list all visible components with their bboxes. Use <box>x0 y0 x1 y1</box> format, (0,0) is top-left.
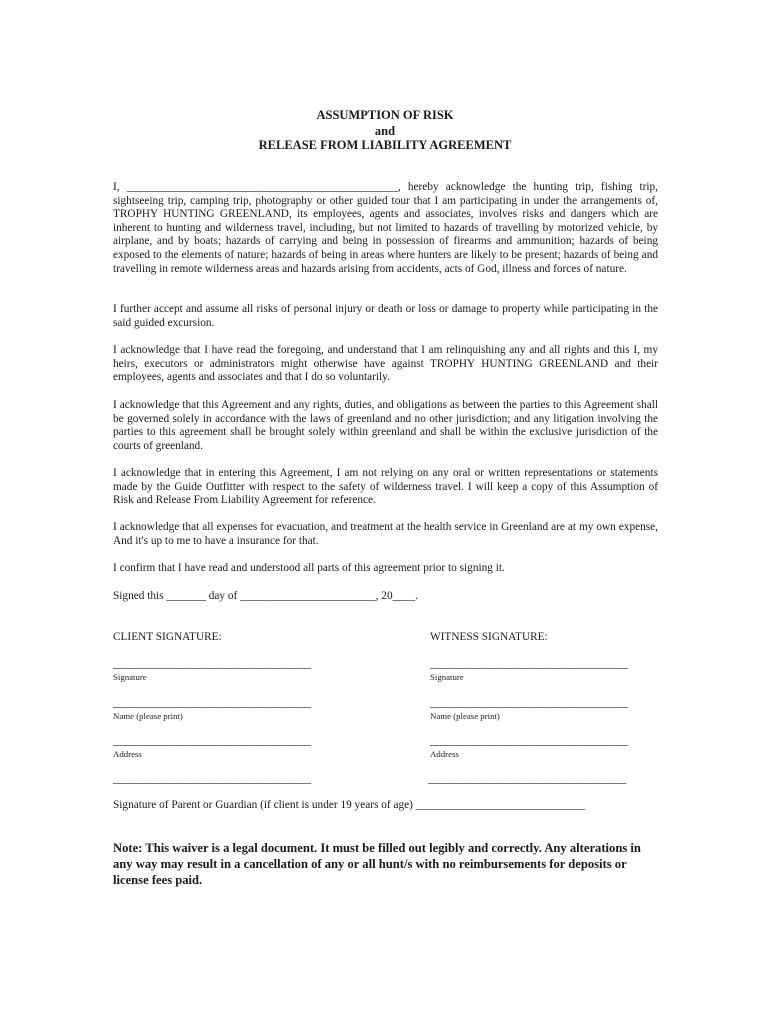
witness-signature-field[interactable]: _____________________________________ <box>430 658 628 670</box>
witness-address-label: Address <box>430 749 459 759</box>
heading-line-1: ASSUMPTION OF RISK <box>316 108 454 122</box>
client-address-field[interactable]: _____________________________________ <box>113 735 311 747</box>
legal-note: Note: This waiver is a legal document. It must be filled out legibly and correctly. Any alterations in any way may result in a cancellation of any or all hunt/s with no reimbursements for deposits or license fees paid. <box>113 841 641 887</box>
client-signature-label: Signature <box>113 672 147 682</box>
client-signature-heading: CLIENT SIGNATURE: <box>113 631 222 643</box>
guardian-signature-line[interactable]: Signature of Parent or Guardian (if client is under 19 years of age) ______________________________ <box>113 799 586 811</box>
paragraph-accept-risks: I further accept and assume all risks of personal injury or death or loss or damage to property while participating in the said guided excursion. <box>113 303 658 329</box>
witness-address-field[interactable]: _____________________________________ <box>430 735 628 747</box>
witness-name-label: Name (please print) <box>430 711 500 721</box>
signed-date-line[interactable]: Signed this _______ day of ________________________, 20____. <box>113 590 419 602</box>
client-name-field[interactable]: _____________________________________ <box>113 697 311 709</box>
heading-line-3: RELEASE FROM LIABILITY AGREEMENT <box>258 138 512 152</box>
paragraph-governing-law: I acknowledge that this Agreement and any rights, duties, and obligations as between the parties to this Agreement shall be governed solely in accordance with the laws of greenland and no other jurisdiction; and any litigation involving the parties to this agreement shall be brought solely within greenland and shall be within the exclusive jurisdiction of the courts of greenland. <box>113 399 658 452</box>
heading-line-2: and <box>374 124 396 138</box>
confirm-statement: I confirm that I have read and understood all parts of this agreement prior to signing it. <box>113 562 505 574</box>
witness-name-field[interactable]: _____________________________________ <box>430 697 628 709</box>
paragraph-relinquish-rights: I acknowledge that I have read the foregoing, and understand that I am relinquishing any and all rights and this I, my heirs, executors or administrators might otherwise have against TROPHY HUNTING GREENLAND and their employees, agents and associates and that I do so voluntarily. <box>113 344 658 384</box>
client-name-label: Name (please print) <box>113 711 183 721</box>
paragraph-expenses: I acknowledge that all expenses for evacuation, and treatment at the health service in Greenland are at my own expense, And it's up to me to have a insurance for that. <box>113 521 658 547</box>
paragraph-no-representations: I acknowledge that in entering this Agreement, I am not relying on any oral or written representations or statements made by the Guide Outfitter with respect to the safety of wilderness travel. I will keep a copy of this Assumption of Risk and Release From Liability Agreement for reference. <box>113 467 658 507</box>
client-extra-field[interactable]: _____________________________________ <box>113 773 311 785</box>
witness-extra-field[interactable]: _____________________________________ <box>428 773 626 785</box>
witness-signature-label: Signature <box>430 672 464 682</box>
witness-signature-heading: WITNESS SIGNATURE: <box>430 631 548 643</box>
client-address-label: Address <box>113 749 142 759</box>
paragraph-acknowledgement: I, ________________________________________________, hereby acknowledge the hunting trip, fishing trip, sightseeing trip, camping trip, photography or other guided tour that I am participating in under the arrangements of, TROPHY HUNTING GREENLAND, its employees, agents and associates, involves risks and dangers which are inherent to hunting and wilderness travel, including, but not limited to hazards of travelling by motorized vehicle, by airplane, and by boats; hazards of carrying and being in possession of firearms and ammunition; hazards of being exposed to the elements of nature; hazards of being in areas where hunters are likely to be present; hazards of being and travelling in remote wilderness areas and hazards arising from accidents, acts of God, illness and forces of nature. <box>113 181 658 275</box>
client-signature-field[interactable]: _____________________________________ <box>113 658 311 670</box>
